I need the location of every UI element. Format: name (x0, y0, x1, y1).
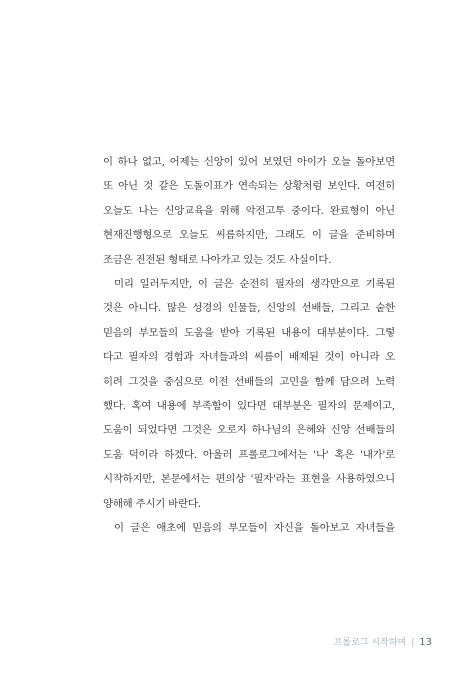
text-line: 시작하지만, 본문에서는 편의상 '필자'라는 표현을 사용하였으니 (103, 473, 395, 486)
text-line: 이 글은 애초에 믿음의 부모들이 자신을 돌아보고 자녀들을 (114, 522, 395, 535)
text-line: 오늘도 나는 신앙교육을 위해 악전고투 중이다. 완료형이 아닌 (103, 204, 395, 217)
text-line: 것은 아니다. 많은 성경의 인물들, 신앙의 선배들, 그리고 숱한 (103, 302, 395, 315)
text-line: 이 하나 없고, 어제는 신앙이 있어 보였던 아이가 오늘 돌아보면 (103, 156, 395, 168)
text-line: 도움이 되었다면 그것은 오로지 하나님의 은혜와 신앙 선배들의 (103, 424, 395, 437)
running-footer (334, 637, 432, 649)
text-line: 믿음의 부모들의 도움을 받아 기록된 내용이 대부분이다. 그렇 (103, 326, 395, 339)
text-line: 다고 필자의 경험과 자녀들과의 씨름이 배제된 것이 아니라 오 (103, 351, 395, 364)
body-text (103, 150, 395, 541)
text-line: 현재진행형으로 오늘도 씨름하지만, 그래도 이 글을 준비하며 (103, 229, 395, 242)
page-number: 13 (419, 637, 432, 648)
footer-separator: | (411, 638, 415, 648)
paragraph-2 (103, 272, 395, 516)
text-line: 또 아닌 것 같은 도돌이표가 연속되는 상황처럼 보인다. 여전히 (103, 180, 395, 193)
paragraph-1 (103, 150, 395, 272)
text-line: 도움 덕이라 하겠다. 아울러 프롤로그에서는 '나' 혹은 '내가'로 (103, 448, 395, 461)
text-line: 히려 그것을 중심으로 이전 선배들의 고민을 함께 담으려 노력 (103, 375, 395, 388)
text-line: 했다. 혹여 내용에 부족함이 있다면 대부분은 필자의 문제이고, (103, 400, 395, 413)
text-line: 조금은 진전된 형태로 나아가고 있는 것도 사실이다. (103, 253, 332, 266)
text-line: 양해해 주시기 바란다. (103, 497, 201, 510)
paragraph-3 (103, 516, 395, 540)
section-title: 프롤로그 시작하며 (333, 638, 407, 648)
text-line: 미리 일러두지만, 이 글은 순전히 필자의 생각만으로 기록된 (114, 278, 395, 291)
